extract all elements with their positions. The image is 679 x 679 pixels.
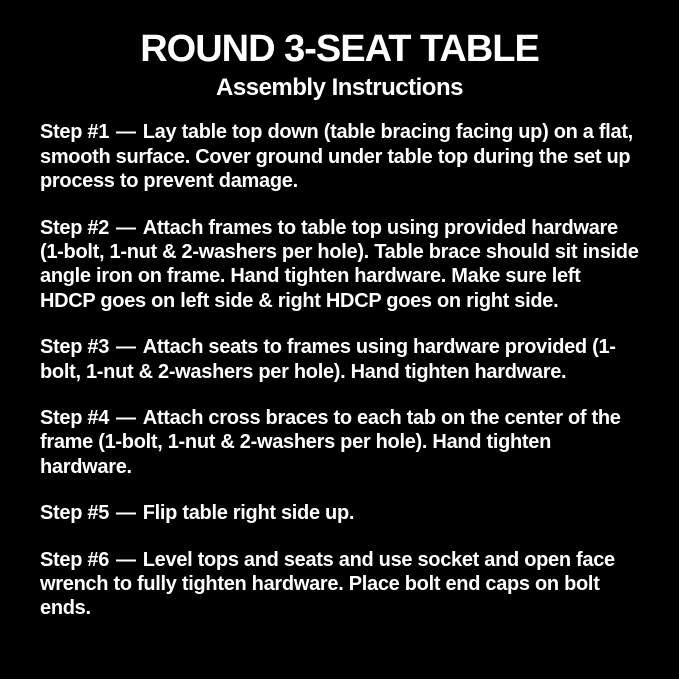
header — [40, 28, 639, 102]
step-text: Attach frames to table top using provided hardware (1-bolt, 1-nut & 2-washers per hole). Table brace should sit inside angle iron on frame. Hand tighten hardware. Make sure left HDCP goes on left side & right HDCP goes on right side. — [40, 216, 639, 312]
step-dash: — — [116, 407, 136, 429]
step-dash: — — [116, 121, 136, 144]
step-dash: — — [116, 336, 136, 359]
page-subtitle: Assembly Instructions — [216, 73, 463, 101]
step-item — [40, 501, 639, 525]
steps-list — [40, 120, 639, 620]
step-label: Step #6 — [40, 548, 110, 571]
step-item — [40, 548, 639, 621]
step-text: Flip table right side up. — [142, 502, 355, 525]
step-text: Attach seats to frames using hardware provided (1-bolt, 1-nut & 2-washers per hole). Hand tighten hardware. — [40, 336, 616, 383]
step-text: Lay table top down (table bracing facing up) on a flat, smooth surface. Cover ground under table top during the set up process to prevent damage. — [40, 121, 633, 193]
step-item — [40, 216, 639, 314]
step-item — [40, 406, 639, 479]
step-label: Step #5 — [40, 502, 110, 525]
step-dash: — — [116, 502, 136, 525]
step-item — [40, 120, 639, 193]
step-item — [40, 335, 639, 384]
page-title: ROUND 3-SEAT TABLE — [140, 28, 539, 70]
step-label: Step #4 — [40, 407, 110, 429]
step-dash: — — [116, 216, 136, 239]
step-label: Step #3 — [40, 336, 110, 359]
step-text: Level tops and seats and use socket and open face wrench to fully tighten hardware. Place bolt end caps on bolt ends. — [40, 548, 615, 620]
step-text: Attach cross braces to each tab on the center of the frame (1-bolt, 1-nut & 2-washers per hole). Hand tighten hardware. — [40, 407, 621, 478]
step-label: Step #2 — [40, 216, 110, 239]
step-dash: — — [116, 548, 136, 571]
step-label: Step #1 — [40, 121, 110, 144]
